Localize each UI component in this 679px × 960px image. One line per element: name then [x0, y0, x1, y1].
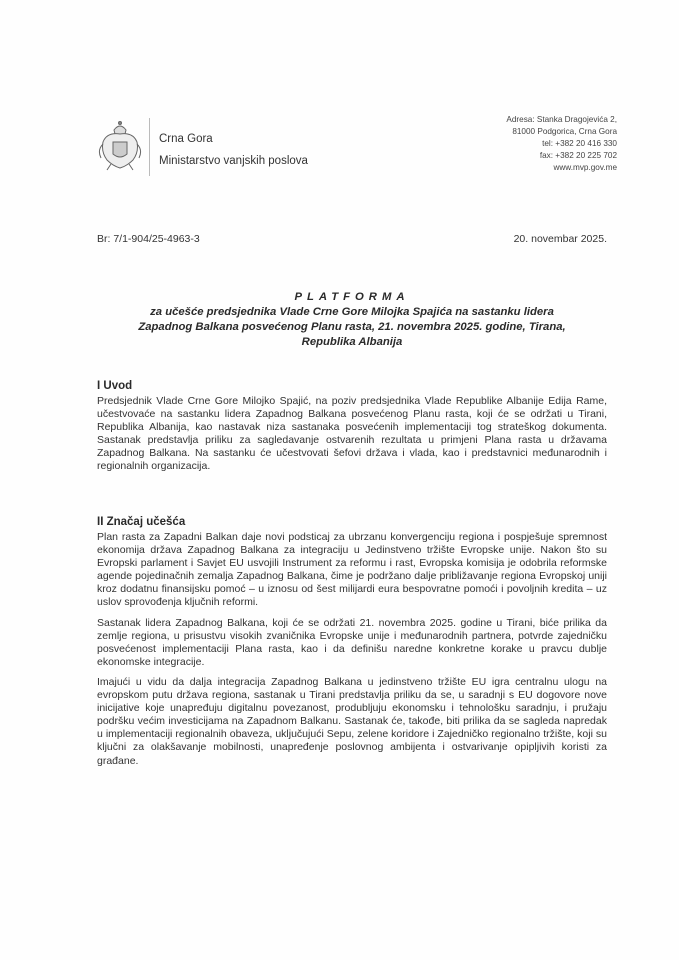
contact-block [506, 114, 617, 174]
document-title [97, 290, 607, 350]
section-heading: I Uvod [97, 380, 133, 392]
section-heading: II Značaj učešća [97, 516, 186, 528]
ministry-name: Ministarstvo vanjskih poslova [159, 155, 308, 167]
coat-of-arms-montenegro-icon [97, 118, 143, 174]
reference-line [97, 233, 607, 245]
city-line: 81000 Podgorica, Crna Gora [512, 127, 617, 136]
title-platforma: PLATFORMA [294, 291, 410, 303]
website-line: www.mvp.gov.me [553, 163, 617, 172]
fax-line: fax: +382 20 225 702 [539, 151, 617, 160]
reference-number: Br: 7/1-904/25-4963-3 [97, 233, 200, 245]
letterhead [97, 115, 617, 178]
section-znacaj-ucesca [97, 516, 607, 775]
address-line: Adresa: Stanka Dragojevića 2, [506, 115, 617, 124]
paragraph: Sastanak lidera Zapadnog Balkana, koji će se održati 21. novembra 2025. godine u Tirani, biće prilika da zemlje regiona, u prisustvu visokih zvaničnika Evropske unije i međunarodnih partnera, potvrde zajedničku posvećenost implementaciji Plana rasta, kao i da definišu naredne konkretne korake u pravcu dublje ekonomske integracije. [97, 616, 607, 668]
paragraph: Imajući u vidu da dalja integracija Zapadnog Balkana u jedinstveno tržište EU igra centralnu ulogu na evropskom putu država regiona, sastanak u Tirani predstavlja priliku da se, u saradnji s EU dogovore nove inicijative koje unapređuju digitalnu povezanost, produbljuju ekonomsku i tehnološku saradnju, i pružaju podršku većim investicijama na Zapadnom Balkanu. Sastanak će, takođe, biti prilika da se sagleda napredak u implementaciji regionalnih obaveza, uključujući Sepu, zelene koridore i Zajedničko regionalno tržište, koji su ključni za olakšavanje mobilnosti, unapređenje poslovnog ambijenta i ostvarivanje opipljivih koristi za građane. [97, 675, 607, 767]
letterhead-divider [149, 118, 150, 176]
title-line-2: za učešće predsjednika Vlade Crne Gore Milojka Spajića na sastanku lidera [150, 306, 554, 318]
organization-block [159, 128, 308, 172]
paragraph: Predsjednik Vlade Crne Gore Milojko Spajić, na poziv predsjednika Vlade Republike Albanije Edija Rame, učestvovaće na sastanku lidera Zapadnog Balkana posvećenog Planu rasta, koji će se održati u Tirani, Republika Albanija, kao nastavak niza sastanaka posvećenih implementaciji tog strateškog dokumenta. Sastanak predstavlja priliku za sagledavanje ostvarenih rezultata u primjeni Plana rasta u državama Zapadnog Balkana. Na sastanku će učestvovati šefovi država i vlada, kao i predstavnici međunarodnih i regionalnih organizacija. [97, 395, 607, 473]
tel-line: tel: +382 20 416 330 [542, 139, 617, 148]
paragraph: Plan rasta za Zapadni Balkan daje novi podsticaj za ubrzanu konvergenciju regiona i pospješuje spremnost ekonomija država Zapadnog Balkana za integraciju u Jedinstveno tržište Evropske unije. Nakon što su Evropski parlament i Savjet EU usvojili Instrument za reformu i rast, Evropska komisija je odobrila reformske agende pojedinačnih zemalja Zapadnog Balkana, čime je podržano dalje približavanje regiona Evropskoj uniji kroz dodatnu finansijsku pomoć – u iznosu od šest milijardi eura bespovratne pomoći i povoljnih kredita – uz uslov sprovođenja ključnih reformi. [97, 531, 607, 609]
title-line-3: Zapadnog Balkana posvećenog Planu rasta, 21. novembra 2025. godine, Tirana, [138, 321, 566, 333]
document-date: 20. novembar 2025. [513, 233, 607, 245]
country-name: Crna Gora [159, 133, 213, 145]
section-uvod [97, 380, 607, 481]
title-line-4: Republika Albanija [301, 336, 403, 348]
